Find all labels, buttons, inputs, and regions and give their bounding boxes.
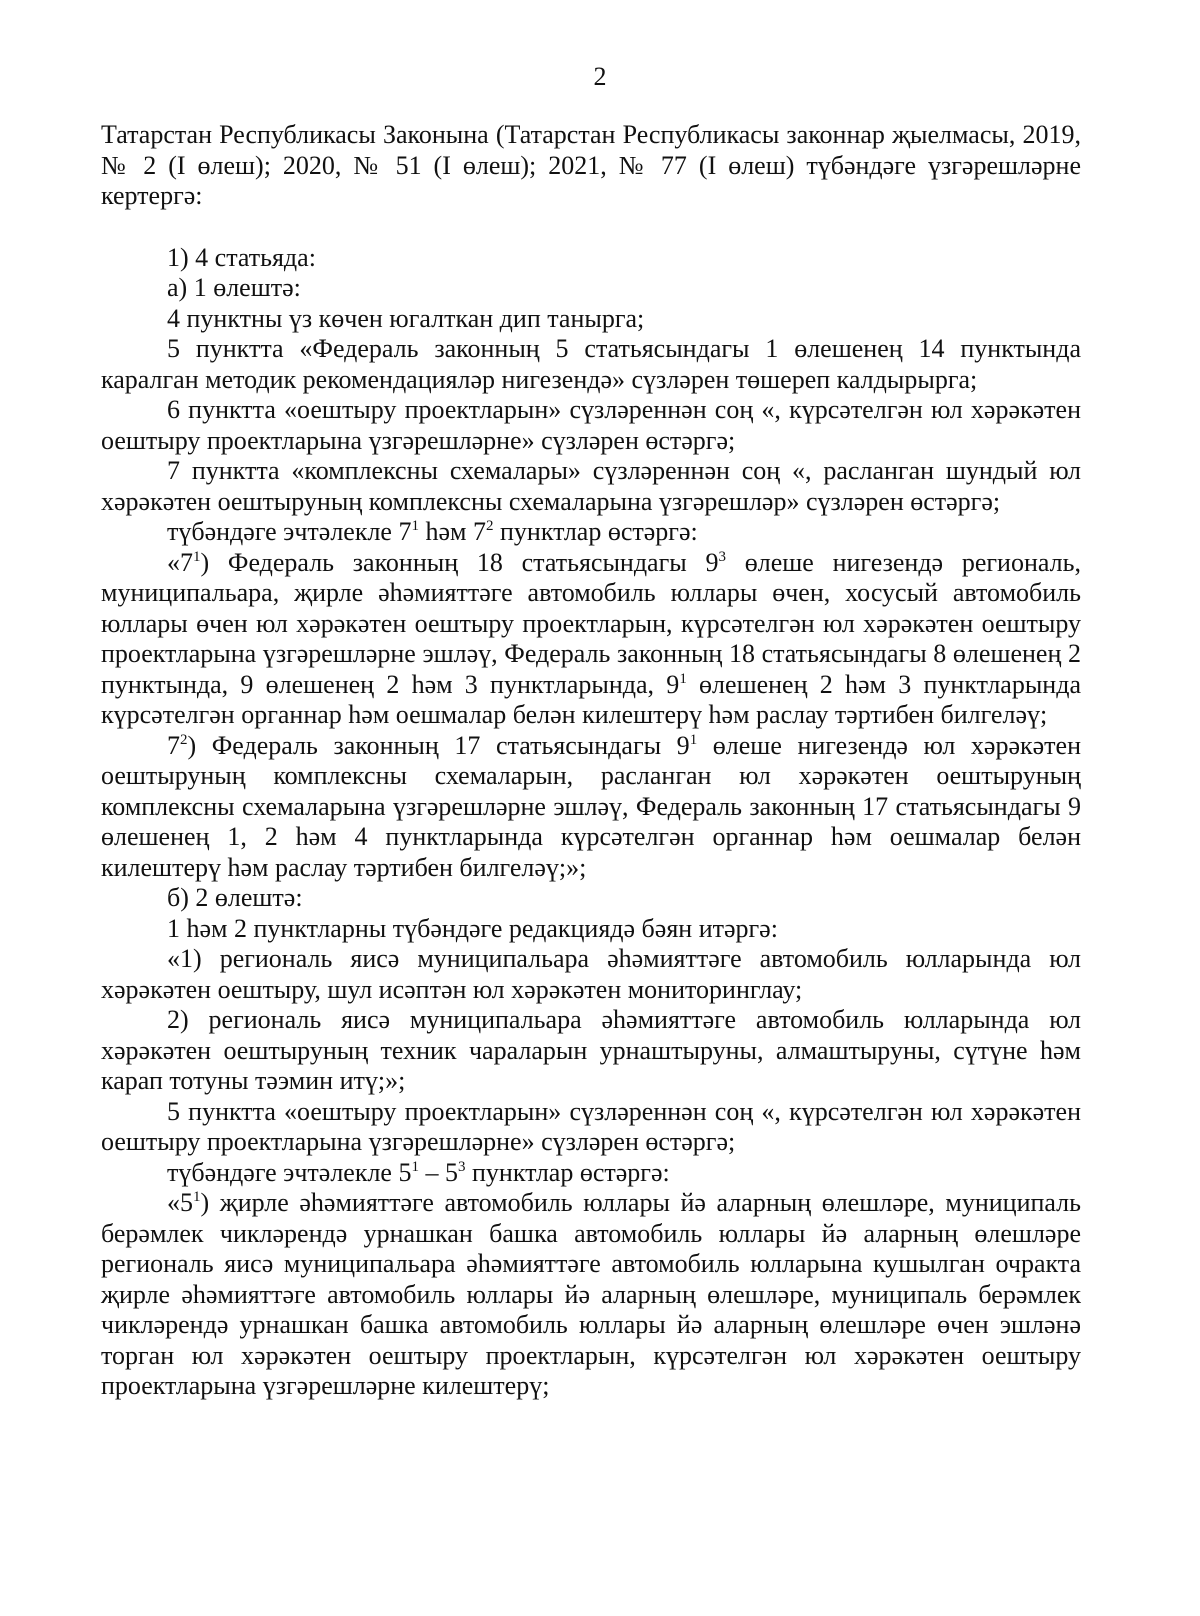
point-7-2-paragraph bbox=[101, 731, 1081, 884]
superscript: 1 bbox=[411, 1158, 419, 1175]
text-run: пунктлар өстәргә: bbox=[465, 1157, 670, 1187]
superscript: 2 bbox=[485, 518, 494, 534]
text-run: пунктлар өстәргә: bbox=[493, 517, 698, 546]
text-run: – 5 bbox=[418, 1157, 458, 1187]
text-run: түбәндәге эчтәлекле 5 bbox=[167, 1157, 412, 1187]
intro-paragraph: Татарстан Республикасы Законына (Татарстан Республикасы законнар җыелмасы, 2019, № 2 (I өлеш); 2020, № 51 (I өлеш); 2021, № 77 (I өлеш) түбәндәге үзгәрешләрне кертергә: bbox=[101, 120, 1081, 210]
text-run: түбәндәге эчтәлекле 7 bbox=[167, 517, 412, 546]
new-point-2-paragraph: 2) региональ яисә муниципальара әһәмияттәге автомобиль юлларында юл хәрәкәтен оештыруның техник чараларын урнаштыруны, алмаштыруны, сүтүне һәм карап тотуны тәэмин итү;»; bbox=[101, 1005, 1081, 1095]
add-points-5-paragraph bbox=[101, 1158, 1081, 1189]
subitem-part-1: а) 1 өлештә: bbox=[167, 273, 301, 302]
superscript: 1 bbox=[193, 1189, 201, 1205]
superscript: 1 bbox=[411, 518, 419, 534]
text-run: өлешенең 2 һәм 3 пунктларында күрсәтелгән органнар һәм оешмалар белән килештерү һәм раслау тәртибен билгеләү; bbox=[101, 669, 1081, 729]
point-7-paragraph: 7 пунктта «комплексны схемалары» сүзләреннән соң «, расланган шундый юл хәрәкәтен оештыруның комплексны схемаларына үзгәрешләр» сүзләрен өстәргә; bbox=[101, 456, 1081, 516]
superscript: 1 bbox=[689, 731, 698, 748]
point-5-paragraph: 5 пунктта «Федераль законның 5 статьясындагы 1 өлешенең 14 пунктында каралган методик рекомендацияләр нигезендә» сүзләрен төшереп калдырырга; bbox=[101, 334, 1081, 394]
page-number: 2 bbox=[593, 62, 607, 91]
item-article-4: 1) 4 статьяда: bbox=[167, 242, 316, 272]
point-5-1-paragraph bbox=[101, 1188, 1081, 1402]
new-point-1-paragraph: «1) региональ яисә муниципальара әһәмияттәге автомобиль юлларында юл хәрәкәтен оештыру, шул исәптән юл хәрәкәтен мониторинглау; bbox=[101, 944, 1081, 1004]
point-4-paragraph: 4 пунктны үз көчен югалткан дип танырга; bbox=[167, 303, 645, 333]
text-run: 7 bbox=[167, 730, 180, 760]
superscript: 3 bbox=[457, 1158, 466, 1175]
point-5-part-2-paragraph: 5 пунктта «оештыру проектларын» сүзләреннән соң «, күрсәтелгән юл хәрәкәтен оештыру проектларына үзгәрешләрне» сүзләрен өстәргә; bbox=[101, 1096, 1081, 1156]
subitem-part-2: б) 2 өлештә: bbox=[167, 883, 303, 912]
superscript: 3 bbox=[718, 548, 726, 565]
paragraph-gap bbox=[101, 212, 1081, 243]
superscript: 1 bbox=[193, 548, 201, 565]
text-run: өлеше нигезендә региональ, муниципальара, җирле әһәмияттәге автомобиль юллары өчен, хосусый автомобиль юллары өчен юл хәрәкәтен оештыру проектларын, күрсәтелгән юл хәрәкәтен оештыру проектларына үзгәрешләрне эшләү, Федераль законның 18 статьясындагы 8 өлешенең 2 пунктында, 9 өлешенең 2 һәм 3 пунктларында, 9 bbox=[101, 547, 1081, 699]
document-body bbox=[101, 120, 1081, 1402]
text-run: ) җирле әһәмияттәге автомобиль юллары йә аларның өлешләре, муниципаль берәмлек чикләрендә урнашкан башка автомобиль юллары йә аларның өлешләре региональ яисә муниципальара әһәмияттәге автомобиль юлларына кушылган очракта җирле әһәмияттәге автомобиль юллары йә аларның өлешләре, муниципаль берәмлек чикләрендә урнашкан башка автомобиль юллары йә аларның өлешләре өчен эшләнә торган юл хәрәкәтен оештыру проектларын, күрсәтелгән юл хәрәкәтен оештыру проектларына үзгәрешләрне килештерү; bbox=[101, 1188, 1081, 1400]
add-points-7-paragraph bbox=[101, 517, 1081, 548]
point-7-1-paragraph bbox=[101, 548, 1081, 731]
points-1-2-paragraph: 1 һәм 2 пунктларны түбәндәге редакциядә бәян итәргә: bbox=[167, 913, 778, 943]
text-run: һәм 7 bbox=[418, 517, 486, 546]
text-run: ) Федераль законның 17 статьясындагы 9 bbox=[187, 730, 690, 760]
text-run: өлеше нигезендә юл хәрәкәтен оештыруның комплексны схемаларын, расланган юл хәрәкәтен оештыруның комплексны схемаларына үзгәрешләрне эшләү, Федераль законның 17 статьясындагы 9 өлешенең 1, 2 һәм 4 пунктларында күрсәтелгән органнар һәм оешмалар белән килештерү һәм раслау тәртибен билгеләү;»; bbox=[101, 730, 1081, 882]
point-6-paragraph: 6 пунктта «оештыру проектларын» сүзләреннән соң «, күрсәтелгән юл хәрәкәтен оештыру проектларына үзгәрешләрне» сүзләрен өстәргә; bbox=[101, 395, 1081, 455]
text-run: ) Федераль законның 18 статьясындагы 9 bbox=[200, 547, 719, 577]
superscript: 1 bbox=[679, 670, 687, 687]
text-run: «5 bbox=[167, 1188, 193, 1217]
text-run: «7 bbox=[167, 547, 193, 577]
superscript: 2 bbox=[180, 731, 188, 748]
